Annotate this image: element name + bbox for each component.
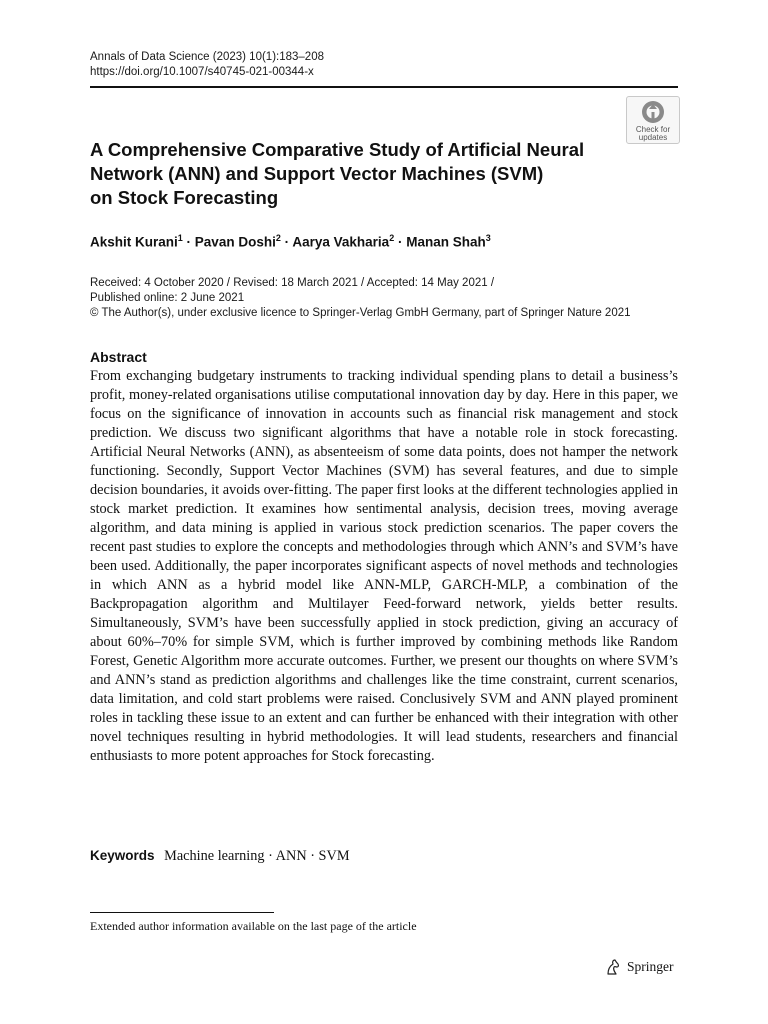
badge-text: Check for updates — [635, 125, 671, 142]
doi-link[interactable]: https://doi.org/10.1007/s40745-021-00344-x — [90, 66, 314, 78]
author-name[interactable]: Manan Shah — [406, 234, 486, 250]
keywords-list: Machine learning · ANN · SVM — [164, 848, 350, 864]
abstract-heading: Abstract — [90, 349, 147, 365]
author-list: Akshit Kurani$^1$ · Pavan Doshi$^2$ · Aarya Vakharia$^2$ · Manan Shah$^3$ — [90, 233, 491, 250]
abstract-body: From exchanging budgetary instruments to tracking individual spending plans to detail a business’s profit, money-related organisations utilise computational innovation day by day. Here in this paper, we focus on the significance of innovation in accounts such as financial risk management and stock prediction. We discuss two significant algorithms that have a notable role in stock forecasting. Artificial Neural Networks (ANN), as absenteeism of some data points, does not hamper the network functioning. Secondly, Support Vector Machines (SVM) has several features, and due to simple decision boundaries, it avoids over-fitting. The paper first looks at the different technologies applied in stock market prediction. It examines how sentimental analysis, decision trees, moving average algorithm, and data mining is applied in various stock prediction scenarios. The paper covers the recent past studies to explore the concepts and methodologies through which ANN’s and SVM’s have been used. Additionally, the paper incorporates significant aspects of novel methods and technologies in which ANN as a hybrid model like ANN-MLP, GARCH-MLP, a combination of the Backpropagation algorithm and Multilayer Feed-forward network, yields better results. Simultaneously, SVM’s have been successfully applied in stock prediction, giving an accuracy of about 60%–70% for simple SVM, which is further improved by combining methods like Random Forest, Genetic Algorithm more accurate outcomes. Further, we present our thoughts on where SVM’s and ANN’s stand as prediction algorithms and challenges like the time constraint, current scenarios, data limitation, and cold start problems were raised. Conclusively SVM and ANN played prominent roles in tackling these issue to an extent and can further be enhanced with their integration with other novel techniques resulting in hybrid methodologies. It will lead students, researchers and financial enthusiasts to more potent approaches for Stock forecasting. — [90, 368, 678, 764]
footnote: Extended author information available on the last page of the article — [90, 919, 417, 933]
springer-horse-icon — [604, 958, 622, 976]
paper-title: A Comprehensive Comparative Study of Artificial Neural Network (ANN) and Support Vector Machines (SVM) on Stock Forecasting — [90, 139, 585, 208]
header-rule — [90, 86, 678, 88]
journal-citation: Annals of Data Science (2023) 10(1):183–208 — [90, 51, 324, 63]
publication-dates: Received: 4 October 2020 / Revised: 18 March 2021 / Accepted: 14 May 2021 / Published online: 2 June 2021 © The Author(s), under exclusive licence to Springer-Verlag GmbH Germany, part of Springer Nature 2021 — [90, 276, 690, 321]
publisher-logo — [604, 958, 674, 976]
author-affiliation: 1 — [177, 233, 183, 243]
author-affiliation: 2 — [275, 233, 281, 243]
journal-header — [90, 50, 324, 80]
footnote-rule — [90, 912, 274, 913]
author-affiliation: 3 — [485, 233, 491, 243]
author-name[interactable]: Aarya Vakharia — [292, 234, 390, 250]
publisher-name: Springer — [627, 959, 674, 974]
check-updates-icon — [641, 100, 665, 124]
author-affiliation: 2 — [389, 233, 395, 243]
author-name[interactable]: Pavan Doshi — [194, 234, 276, 250]
keywords-line — [90, 848, 350, 865]
author-name[interactable]: Akshit Kurani — [90, 234, 178, 250]
copyright-notice: © The Author(s), under exclusive licence to Springer-Verlag GmbH Germany, part of Springer Nature 2021 — [90, 307, 631, 319]
keywords-label: Keywords — [90, 848, 155, 863]
check-for-updates-badge[interactable] — [626, 96, 680, 144]
